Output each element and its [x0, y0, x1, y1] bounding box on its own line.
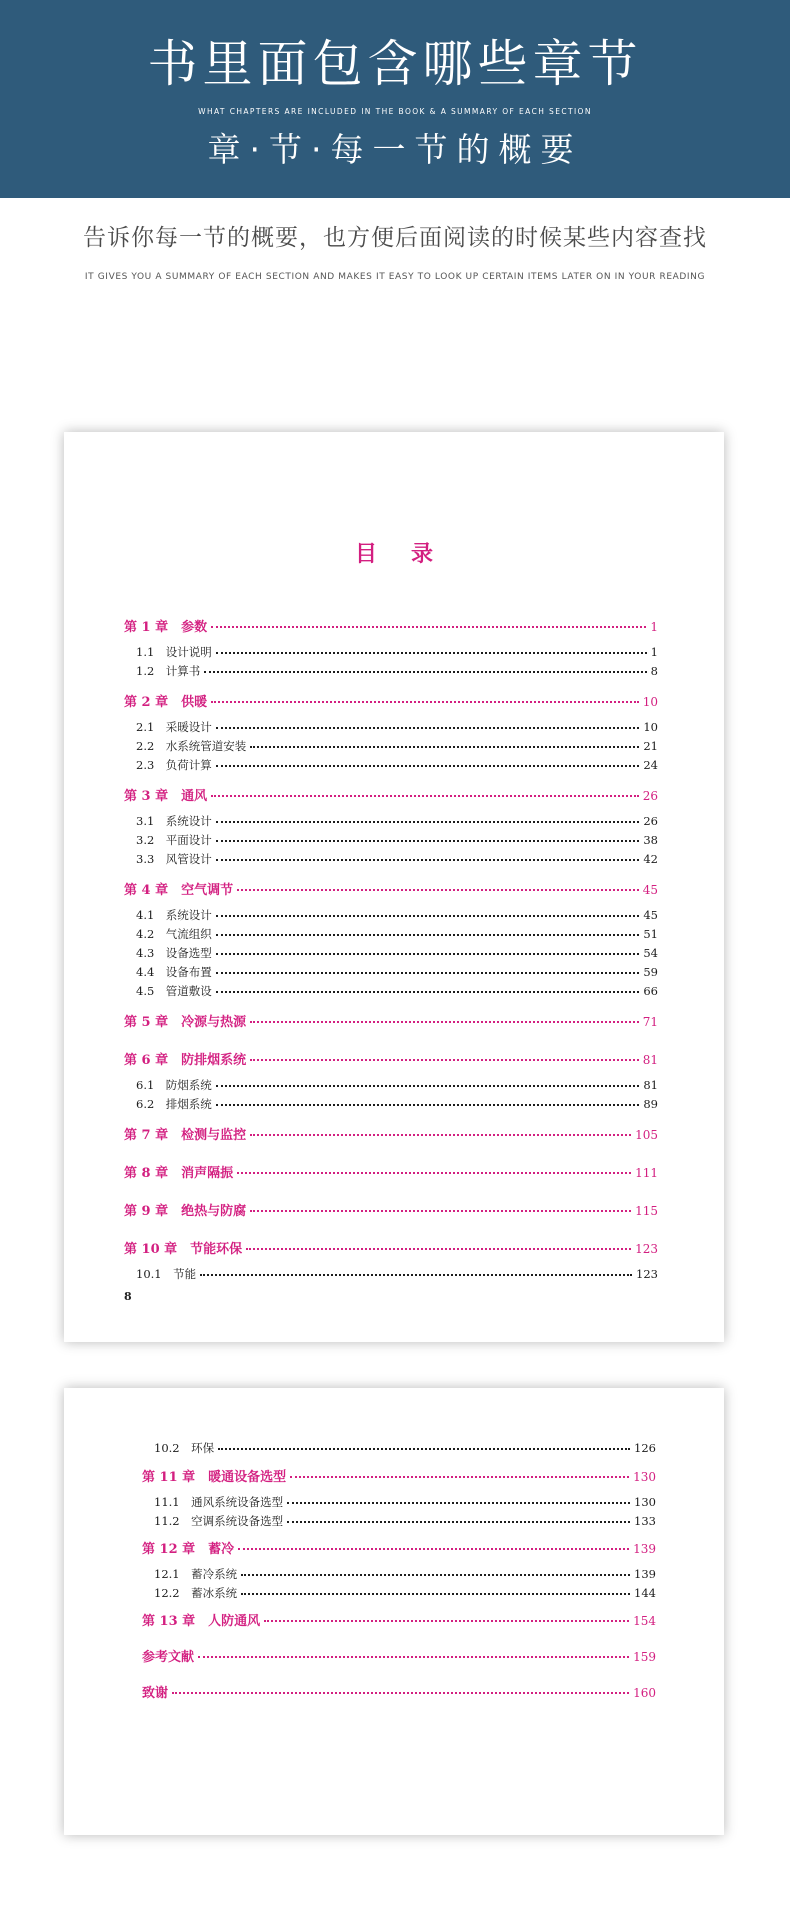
toc-entry-label: 第 12 章 蓄冷: [142, 1542, 235, 1557]
banner-subtitle-en: WHAT CHAPTERS ARE INCLUDED IN THE BOOK & A SUMMARY OF EACH SECTION: [198, 107, 592, 116]
dot-leader: [216, 934, 640, 936]
toc-section-entry[interactable]: [154, 1566, 656, 1582]
toc-page-1: [64, 432, 724, 1342]
toc-entry-page-number: 115: [635, 1204, 658, 1218]
toc-chapter-entry[interactable]: [142, 1646, 656, 1665]
banner-subtitle-cn: 章·节·每一节的概要: [207, 130, 583, 169]
dot-leader: [198, 1656, 629, 1658]
toc-entry-page-number: 1: [650, 620, 658, 634]
toc-entry-page-number: 24: [643, 758, 658, 772]
toc-section-entry[interactable]: [136, 663, 658, 679]
toc-entry-page-number: 66: [643, 984, 658, 998]
toc-entry-page-number: 111: [635, 1166, 658, 1180]
toc-chapter-entry[interactable]: [124, 785, 658, 804]
intro-text-cn: 告诉你每一节的概要，也方便后面阅读的时候某些内容查找: [83, 225, 707, 251]
dot-leader: [216, 1085, 640, 1087]
dot-leader: [287, 1521, 630, 1523]
toc-entry-label: 第 7 章 检测与监控: [124, 1128, 247, 1143]
toc-entry-label: 3.3 风管设计: [136, 852, 212, 866]
toc-entry-label: 第 4 章 空气调节: [124, 883, 234, 898]
toc-section-entry[interactable]: [136, 851, 658, 867]
toc-section-entry[interactable]: [154, 1513, 656, 1529]
toc-entry-label: 11.2 空调系统设备选型: [154, 1514, 284, 1528]
toc-entry-page-number: 133: [634, 1514, 656, 1528]
toc-entry-label: 4.1 系统设计: [136, 908, 212, 922]
toc-chapter-entry[interactable]: [124, 1162, 658, 1181]
toc-entry-label: 第 10 章 节能环保: [124, 1242, 243, 1257]
dot-leader: [246, 1248, 631, 1250]
toc-entry-page-number: 59: [643, 965, 658, 979]
toc-entry-label: 4.4 设备布置: [136, 965, 212, 979]
toc-entry-label: 3.2 平面设计: [136, 833, 212, 847]
intro-text-en: IT GIVES YOU A SUMMARY OF EACH SECTION AND MAKES IT EASY TO LOOK UP CERTAIN ITEMS LATER ON IN YOUR READING: [84, 272, 706, 282]
toc-entry-page-number: 123: [635, 1242, 658, 1256]
toc-chapter-entry[interactable]: [142, 1682, 656, 1701]
dot-leader: [237, 1172, 631, 1174]
toc-entry-page-number: 159: [633, 1650, 656, 1664]
toc-section-entry[interactable]: [136, 738, 658, 754]
dot-leader: [241, 1593, 630, 1595]
toc-entry-page-number: 139: [633, 1542, 656, 1556]
toc-chapter-entry[interactable]: [124, 1238, 658, 1257]
toc-section-entry[interactable]: [136, 813, 658, 829]
toc-entry-label: 第 5 章 冷源与热源: [124, 1015, 247, 1030]
toc-entry-page-number: 81: [642, 1053, 658, 1067]
dot-leader: [200, 1274, 632, 1276]
toc-chapter-entry[interactable]: [124, 691, 658, 710]
dot-leader: [241, 1574, 630, 1576]
toc-entry-page-number: 89: [643, 1097, 658, 1111]
toc-entry-page-number: 8: [650, 664, 658, 678]
toc-entry-label: 2.2 水系统管道安装: [136, 739, 247, 753]
toc-entry-label: 10.1 节能: [136, 1267, 197, 1281]
toc-entry-label: 3.1 系统设计: [136, 814, 212, 828]
toc-chapter-entry[interactable]: [142, 1538, 656, 1557]
toc-chapter-entry[interactable]: [124, 879, 658, 898]
toc-entry-label: 1.1 设计说明: [136, 645, 212, 659]
toc-section-entry[interactable]: [136, 926, 658, 942]
toc-entry-page-number: 45: [643, 908, 658, 922]
toc-title: 目录: [354, 542, 467, 567]
toc-entry-page-number: 10: [643, 720, 658, 734]
toc-chapter-entry[interactable]: [124, 1200, 658, 1219]
dot-leader: [211, 795, 639, 797]
dot-leader: [290, 1476, 629, 1478]
dot-leader: [216, 652, 647, 654]
dot-leader: [216, 953, 640, 955]
toc-entry-page-number: 139: [634, 1567, 656, 1581]
toc-entry-label: 12.1 蓄冷系统: [154, 1567, 238, 1581]
toc-section-entry[interactable]: [154, 1494, 656, 1510]
toc-chapter-entry[interactable]: [142, 1610, 656, 1629]
dot-leader: [218, 1448, 630, 1450]
toc-entry-label: 致谢: [142, 1686, 169, 1701]
toc-entry-label: 6.1 防烟系统: [136, 1078, 212, 1092]
toc-entry-label: 第 2 章 供暖: [124, 695, 208, 710]
toc-entry-label: 参考文献: [142, 1650, 195, 1665]
toc-entry-label: 4.2 气流组织: [136, 927, 212, 941]
toc-section-entry[interactable]: [136, 1266, 658, 1282]
toc-entry-label: 4.5 管道敷设: [136, 984, 212, 998]
toc-entry-label: 6.2 排烟系统: [136, 1097, 212, 1111]
toc-entry-label: 第 1 章 参数: [124, 620, 208, 635]
toc-section-entry[interactable]: [136, 832, 658, 848]
dot-leader: [216, 727, 640, 729]
dot-leader: [216, 765, 640, 767]
toc-entry-label: 2.3 负荷计算: [136, 758, 212, 772]
dot-leader: [216, 991, 640, 993]
toc-entry-page-number: 26: [643, 814, 658, 828]
toc-entry-page-number: 26: [642, 789, 658, 803]
toc-entry-page-number: 10: [642, 695, 658, 709]
toc-entry-label: 第 11 章 暖通设备选型: [142, 1470, 287, 1485]
page-number-footer: 8: [124, 1290, 132, 1303]
toc-entry-page-number: 51: [643, 927, 658, 941]
toc-entry-label: 第 9 章 绝热与防腐: [124, 1204, 247, 1219]
toc-section-entry[interactable]: [154, 1440, 656, 1456]
toc-entry-page-number: 130: [634, 1495, 656, 1509]
header-banner: [0, 0, 790, 198]
dot-leader: [238, 1548, 629, 1550]
toc-section-entry[interactable]: [154, 1585, 656, 1601]
toc-entry-page-number: 81: [643, 1078, 658, 1092]
toc-entry-page-number: 160: [633, 1686, 656, 1700]
dot-leader: [250, 746, 639, 748]
toc-entry-label: 10.2 环保: [154, 1441, 215, 1455]
toc-entry-label: 4.3 设备选型: [136, 946, 212, 960]
toc-entry-label: 第 8 章 消声隔振: [124, 1166, 234, 1181]
dot-leader: [211, 626, 646, 628]
toc-entry-page-number: 126: [634, 1441, 656, 1455]
banner-title: 书里面包含哪些章节: [147, 35, 643, 93]
dot-leader: [250, 1134, 631, 1136]
dot-leader: [216, 972, 640, 974]
dot-leader: [211, 701, 639, 703]
dot-leader: [250, 1021, 639, 1023]
toc-entry-label: 2.1 采暖设计: [136, 720, 212, 734]
toc-entry-page-number: 130: [633, 1470, 656, 1484]
dot-leader: [172, 1692, 629, 1694]
toc-entry-page-number: 123: [636, 1267, 658, 1281]
dot-leader: [216, 840, 640, 842]
toc-entry-label: 第 13 章 人防通风: [142, 1614, 261, 1629]
toc-entry-page-number: 105: [635, 1128, 658, 1142]
toc-section-entry[interactable]: [136, 757, 658, 773]
toc-section-entry[interactable]: [136, 964, 658, 980]
toc-entry-label: 1.2 计算书: [136, 664, 201, 678]
toc-entry-page-number: 38: [643, 833, 658, 847]
toc-chapter-entry[interactable]: [142, 1466, 656, 1485]
dot-leader: [216, 1104, 640, 1106]
dot-leader: [216, 915, 640, 917]
toc-entry-page-number: 71: [642, 1015, 658, 1029]
toc-entry-label: 第 3 章 通风: [124, 789, 208, 804]
dot-leader: [204, 671, 646, 673]
dot-leader: [250, 1059, 639, 1061]
toc-section-entry[interactable]: [136, 1077, 658, 1093]
toc-entry-page-number: 1: [650, 645, 658, 659]
toc-entry-page-number: 154: [633, 1614, 656, 1628]
toc-section-entry[interactable]: [136, 644, 658, 660]
dot-leader: [287, 1502, 630, 1504]
toc-entry-page-number: 45: [642, 883, 658, 897]
toc-section-entry[interactable]: [136, 1096, 658, 1112]
dot-leader: [216, 821, 640, 823]
toc-section-entry[interactable]: [136, 945, 658, 961]
dot-leader: [216, 859, 640, 861]
toc-chapter-entry[interactable]: [124, 1124, 658, 1143]
toc-entry-label: 12.2 蓄冰系统: [154, 1586, 238, 1600]
toc-section-entry[interactable]: [136, 907, 658, 923]
toc-chapter-entry[interactable]: [124, 1011, 658, 1030]
toc-entry-page-number: 54: [643, 946, 658, 960]
toc-chapter-entry[interactable]: [124, 616, 658, 635]
toc-chapter-entry[interactable]: [124, 1049, 658, 1068]
toc-entry-page-number: 144: [634, 1586, 656, 1600]
toc-section-entry[interactable]: [136, 983, 658, 999]
dot-leader: [250, 1210, 631, 1212]
toc-section-entry[interactable]: [136, 719, 658, 735]
toc-entry-page-number: 42: [643, 852, 658, 866]
toc-entry-page-number: 21: [643, 739, 658, 753]
dot-leader: [264, 1620, 629, 1622]
toc-entry-label: 11.1 通风系统设备选型: [154, 1495, 284, 1509]
toc-entry-label: 第 6 章 防排烟系统: [124, 1053, 247, 1068]
toc-page-2: [64, 1388, 724, 1835]
dot-leader: [237, 889, 639, 891]
